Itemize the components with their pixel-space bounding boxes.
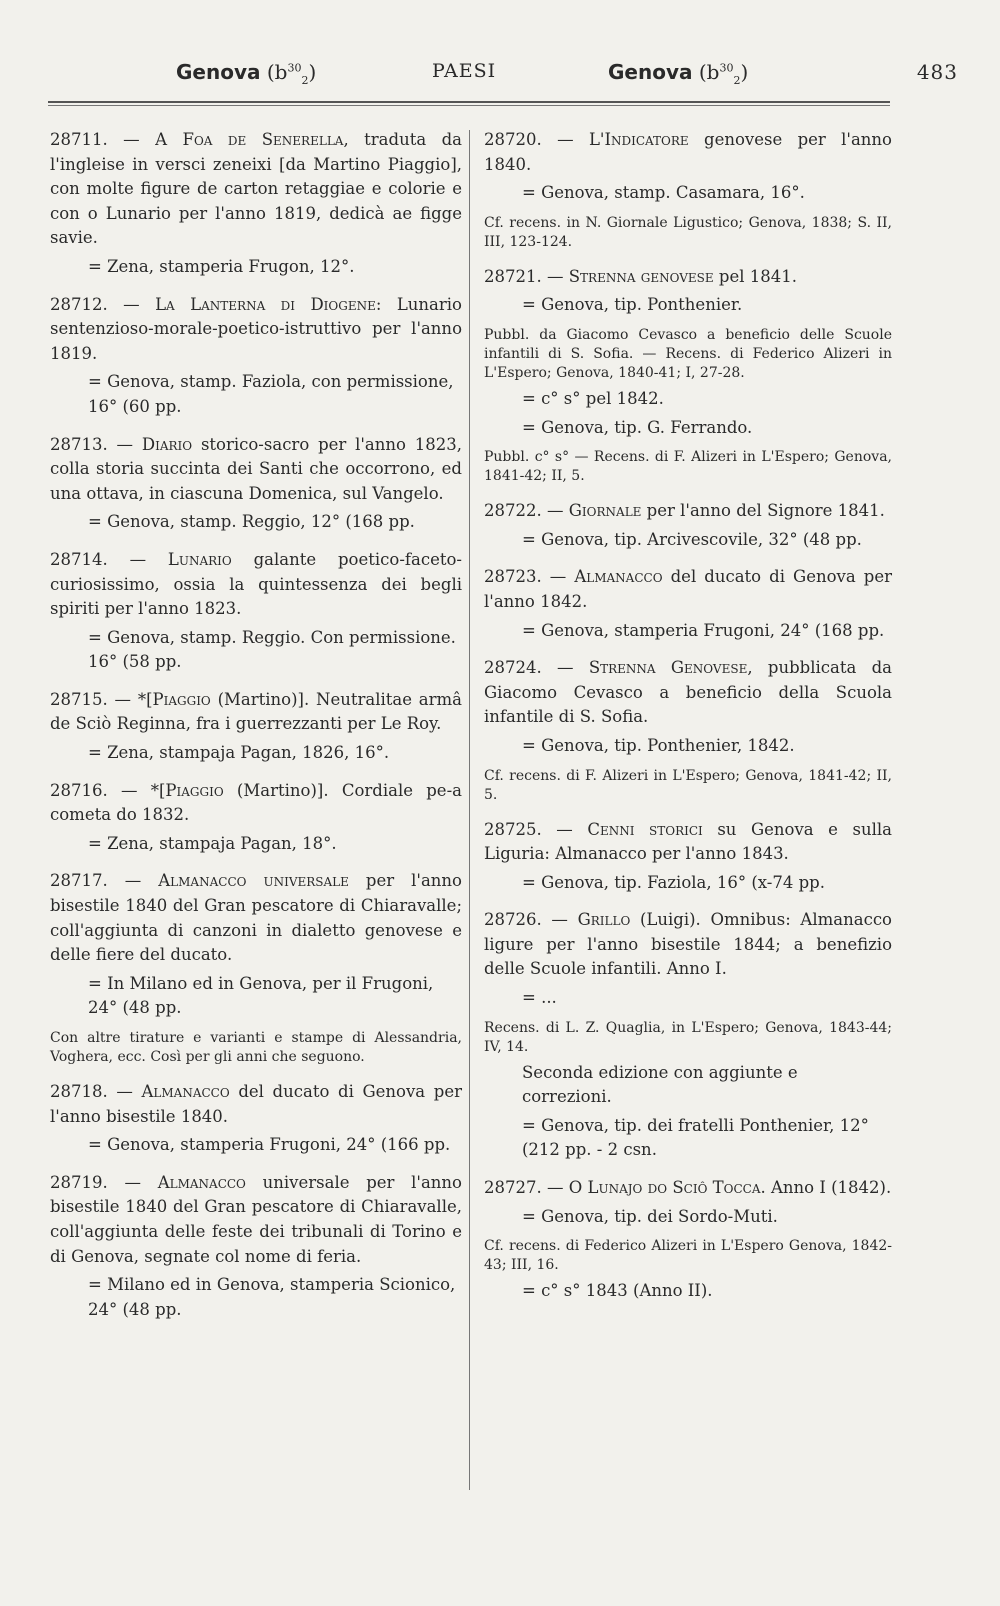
entry-heading: Almanacco universale: [158, 871, 349, 891]
entry-imprint: = ...: [522, 988, 557, 1008]
entry-number: 28727. —: [484, 1178, 569, 1198]
entry-description: pubblicata da Giacomo Cevasco a beneficio della Scuola infantile di S. Sofia.: [484, 658, 892, 727]
entry-note: Pubbl. da Giacomo Cevasco a beneficio delle Scuole infantili di S. Sofia. — Recens. di Federico Alizeri in L'Espero; Genova, 1840-41; I, 27-28.: [484, 326, 892, 381]
entry-description: (Luigi). Omnibus: Almanacco ligure per l'anno bisestile 1844; a benefizio delle Scuole infantili. Anno I.: [484, 910, 892, 979]
entry-imprint: = Milano ed in Genova, stamperia Scionico, 24° (48 pp.: [88, 1275, 456, 1319]
entry-number: 28713. —: [50, 434, 142, 454]
entry-imprint: = Genova, stamp. Casamara, 16°.: [522, 183, 805, 203]
catalog-entry: [484, 128, 892, 252]
catalog-entry: [50, 128, 462, 280]
header-left: [176, 60, 316, 87]
catalog-entry: [50, 433, 462, 535]
entry-title: [50, 128, 462, 251]
entry-number: 28725. —: [484, 819, 588, 839]
entry-heading: Almanacco: [574, 567, 663, 587]
running-header: [48, 52, 958, 92]
entry-number: 28720. —: [484, 130, 589, 149]
header-right: [608, 60, 748, 87]
entry-description: per l'anno bisestile 1840 del Gran pescatore di Chiaravalle; coll'aggiunta di canzoni in dialetto genovese e delle fiere del ducato.: [50, 871, 462, 965]
entry-heading: Giornale: [568, 501, 642, 521]
entry-number: 28726. —: [484, 910, 578, 930]
entry-heading: A Foa de Senerella,: [155, 130, 349, 149]
catalog-entry: [50, 688, 462, 766]
entry-heading: Strenna genovese: [568, 266, 714, 286]
entry-description: Anno I (1842).: [765, 1178, 892, 1198]
entry-note: Con altre tirature e varianti e stampe di Alessandria, Voghera, ecc. Così per gli anni che seguono.: [50, 1030, 462, 1065]
entry-description: pel 1841.: [713, 266, 797, 286]
entry-imprint: = Genova, tip. dei fratelli Ponthenier, 12° (212 pp. - 2 csn.: [522, 1115, 869, 1160]
catalog-entry: [50, 779, 462, 857]
entry-title: [484, 908, 892, 982]
entry-title: [484, 1176, 892, 1201]
header-left-title: Genova: [176, 60, 261, 84]
entry-imprint: = c° s° pel 1842.: [522, 388, 664, 408]
catalog-entry: [50, 1171, 462, 1323]
entry-imprint: Seconda edizione con aggiunte e correzioni.: [522, 1062, 798, 1107]
entry-heading: La Lanterna di Diogene:: [155, 294, 382, 314]
entry-title: [484, 818, 892, 867]
entry-imprint: = Zena, stampaja Pagan, 18°.: [88, 833, 337, 853]
header-left-sub: 2: [301, 74, 309, 87]
entry-note: Cf. recens. di Federico Alizeri in L'Espero Genova, 1842-43; III, 16.: [484, 1238, 892, 1274]
header-left-close: ): [308, 60, 317, 84]
entry-description: traduta da l'ingleise in versci zeneixi [da Martino Piaggio], con molte figure de carton retaggiae e colorie e con o Lunario per l'anno 1819, dedicà ae figge savie.: [50, 130, 463, 248]
entry-title: [50, 293, 462, 367]
entry-imprint: = Zena, stamperia Frugon, 12°.: [88, 256, 355, 276]
right-column: [484, 128, 892, 1317]
entry-number: 28711. —: [50, 130, 156, 149]
catalog-entry: [484, 818, 892, 896]
header-right-title: Genova: [608, 60, 693, 84]
entry-heading: Almanacco: [157, 1172, 246, 1192]
entry-description: del ducato di Genova per l'anno bisestile 1840.: [50, 1082, 462, 1126]
entry-imprint: = Genova, tip. dei Sordo-Muti.: [522, 1206, 778, 1226]
header-left-sup: 30: [287, 61, 302, 75]
entry-title: [484, 656, 892, 730]
entry-note: Cf. recens. di F. Alizeri in L'Espero; Genova, 1841-42; II, 5.: [484, 767, 892, 803]
entry-imprint: = Genova, tip. Ponthenier.: [522, 295, 743, 315]
entry-title: [484, 128, 892, 177]
entry-title: [50, 548, 462, 622]
entry-description: Lunario sentenzioso-morale-poetico-istruttivo per l'anno 1819.: [50, 294, 462, 363]
entry-imprint: = Zena, stampaja Pagan, 1826, 16°.: [88, 743, 390, 763]
catalog-entry: [50, 293, 462, 420]
catalog-entry: [50, 1080, 462, 1158]
entry-title: [50, 1080, 462, 1129]
entry-number: 28717. —: [50, 871, 159, 891]
header-right-code: (b: [698, 60, 720, 84]
catalog-entry: [484, 265, 892, 486]
entry-description: del ducato di Genova per l'anno 1842.: [484, 567, 892, 611]
entry-imprint: = Genova, stamperia Frugoni, 24° (168 pp.: [522, 620, 885, 640]
header-rule-thin: [48, 105, 890, 106]
entry-imprint: = Genova, stamp. Reggio, 12° (168 pp.: [88, 512, 415, 532]
entry-number: 28723. —: [484, 567, 575, 587]
page-number: 483: [916, 60, 958, 84]
entry-description: (Martino)]. Cordiale pe-a cometa do 1832.: [50, 780, 462, 825]
header-right-sup: 30: [719, 61, 734, 75]
entry-heading: O Lunajo do Sciô Tocca.: [568, 1178, 766, 1198]
catalog-entry: [50, 869, 462, 1067]
entry-description: genovese per l'anno 1840.: [484, 130, 892, 174]
left-column: [50, 128, 462, 1335]
header-rule: [48, 101, 890, 103]
entry-imprint: = Genova, tip. G. Ferrando.: [522, 417, 753, 437]
entry-number: 28712. —: [50, 294, 156, 314]
entry-description: universale per l'anno bisestile 1840 del Gran pescatore di Chiaravalle, coll'aggiunta delle feste dei tribunali di Torino e di Genova, segnate col nome di feria.: [50, 1172, 462, 1266]
entry-title: [50, 433, 462, 507]
entry-number: 28716. — *[: [50, 780, 166, 800]
entry-title: [484, 499, 892, 524]
catalog-entry: [484, 1176, 892, 1304]
column-divider: [469, 130, 470, 1490]
catalog-entry: [484, 908, 892, 1163]
entry-number: 28724. —: [484, 658, 589, 678]
entry-number: 28715. — *[: [50, 689, 153, 709]
entry-title: [50, 688, 462, 737]
entry-description: storico-sacro per l'anno 1823, colla storia succinta dei Santi che occorrono, ed una ottava, in ciascuna Domenica, sul Vangelo.: [50, 434, 462, 503]
entry-number: 28719. —: [50, 1172, 158, 1192]
entry-title: [50, 779, 462, 828]
header-right-sub: 2: [733, 74, 741, 87]
entry-title: [484, 265, 892, 290]
catalog-entry: [484, 565, 892, 643]
entry-description: per l'anno del Signore 1841.: [641, 501, 885, 521]
entry-description: galante poetico-faceto-curiosissimo, ossia la quintessenza dei begli spiriti per l'anno 1823.: [50, 549, 462, 619]
entry-note: Pubbl. c° s° — Recens. di F. Alizeri in L'Espero; Genova, 1841-42; II, 5.: [484, 449, 892, 485]
entry-heading: Grillo: [577, 910, 631, 930]
entry-title: [50, 869, 462, 967]
entry-number: 28721. —: [484, 266, 569, 286]
entry-number: 28718. —: [50, 1082, 142, 1101]
entry-imprint: = c° s° 1843 (Anno II).: [522, 1281, 713, 1301]
catalog-entry: [50, 548, 462, 675]
entry-heading: Piaggio: [165, 780, 224, 800]
entry-imprint: = Genova, stamp. Faziola, con permissione, 16° (60 pp.: [88, 372, 454, 416]
entry-note: Recens. di L. Z. Quaglia, in L'Espero; Genova, 1843-44; IV, 14.: [484, 1019, 892, 1055]
entry-heading: Strenna Genovese,: [588, 658, 753, 678]
entry-note: Cf. recens. in N. Giornale Ligustico; Genova, 1838; S. II, III, 123-124.: [484, 214, 892, 250]
entry-heading: Lunario: [167, 549, 232, 569]
entry-heading: Piaggio: [152, 689, 211, 709]
header-left-code: (b: [266, 60, 288, 84]
entry-imprint: = Genova, tip. Faziola, 16° (x-74 pp.: [522, 872, 825, 892]
entry-heading: Diario: [141, 434, 193, 454]
entry-heading: Almanacco: [141, 1082, 230, 1101]
entry-title: [50, 1171, 462, 1269]
header-right-close: ): [740, 60, 749, 84]
entry-description: (Martino)]. Neutralitae armâ de Sciò Reginna, fra i guerrezzanti per Le Roy.: [50, 689, 462, 734]
entry-imprint: = In Milano ed in Genova, per il Frugoni, 24° (48 pp.: [88, 973, 434, 1018]
catalog-entry: [484, 499, 892, 552]
entry-imprint: = Genova, tip. Ponthenier, 1842.: [522, 735, 795, 755]
entry-imprint: = Genova, tip. Arcivescovile, 32° (48 pp.: [522, 529, 862, 549]
entry-number: 28714. —: [50, 549, 168, 569]
entry-number: 28722. —: [484, 501, 569, 521]
entry-heading: Cenni storici: [587, 819, 703, 839]
entry-imprint: = Genova, stamp. Reggio. Con permissione. 16° (58 pp.: [88, 627, 456, 672]
entry-heading: L'Indicatore: [588, 130, 689, 149]
entry-description: su Genova e sulla Liguria: Almanacco per l'anno 1843.: [484, 819, 892, 864]
header-center: PAESI: [432, 60, 497, 82]
entry-imprint: = Genova, stamperia Frugoni, 24° (166 pp.: [88, 1135, 451, 1155]
catalog-entry: [484, 656, 892, 804]
entry-title: [484, 565, 892, 614]
